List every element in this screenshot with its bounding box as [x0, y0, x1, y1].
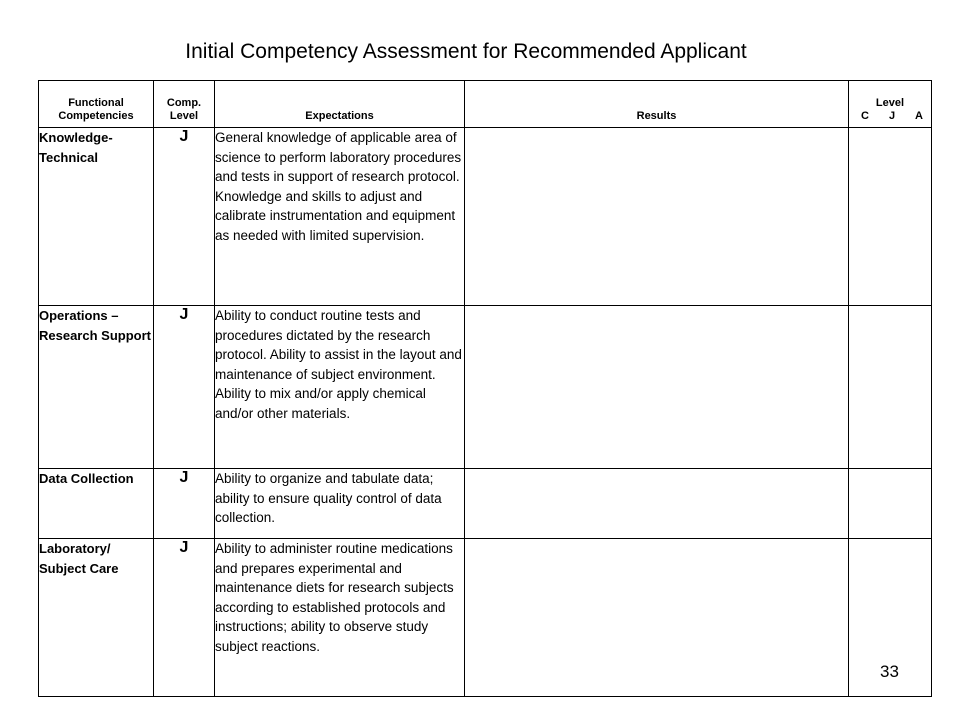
expectations-cell: General knowledge of applicable area of science to perform laboratory procedures and tests in support of research protocol. Knowledge and skills to adjust and calibrate instrumentation and equipment as needed with limited supervision.: [215, 128, 465, 306]
expectations-cell: Ability to administer routine medications and prepares experimental and maintenance diets for research subjects according to established protocols and instructions; ability to observe study subject reactions.: [215, 539, 465, 697]
level-j-label: J: [888, 110, 896, 122]
expectations-cell: Ability to conduct routine tests and procedures dictated by the research protocol. Ability to assist in the layout and maintenance of subject environment. Ability to mix and/or apply chemical and/or other materials.: [215, 306, 465, 469]
table-header-row: [39, 81, 932, 128]
page-number: 33: [880, 662, 899, 681]
competency-cell: Data Collection: [39, 469, 154, 539]
level-cell[interactable]: [849, 128, 932, 306]
results-cell[interactable]: [465, 469, 849, 539]
results-cell[interactable]: [465, 539, 849, 697]
results-cell[interactable]: [465, 128, 849, 306]
table-row: [39, 128, 932, 306]
header-results: Results: [465, 81, 849, 128]
header-functional-competencies: Functional Competencies: [39, 81, 154, 128]
comp-level-cell: J: [154, 306, 215, 469]
header-level-label: Level: [875, 97, 905, 109]
comp-level-cell: J: [154, 469, 215, 539]
table-row: [39, 469, 932, 539]
results-cell[interactable]: [465, 306, 849, 469]
header-level: [849, 81, 932, 128]
level-cell[interactable]: [849, 469, 932, 539]
comp-level-cell: J: [154, 539, 215, 697]
level-a-label: A: [915, 110, 923, 122]
page-title: Initial Competency Assessment for Recommended Applicant: [185, 40, 747, 63]
competency-cell: Operations – Research Support: [39, 306, 154, 469]
level-cell[interactable]: [849, 306, 932, 469]
competency-cell: Laboratory/ Subject Care: [39, 539, 154, 697]
competency-cell: Knowledge-Technical: [39, 128, 154, 306]
header-expectations: Expectations: [215, 81, 465, 128]
table-row: [39, 306, 932, 469]
header-comp-level: Comp. Level: [154, 81, 215, 128]
level-c-label: C: [861, 110, 869, 122]
table-row: [39, 539, 932, 697]
header-level-scale: [849, 110, 931, 123]
comp-level-cell: J: [154, 128, 215, 306]
competency-table: [38, 80, 932, 697]
expectations-cell: Ability to organize and tabulate data; ability to ensure quality control of data collection.: [215, 469, 465, 539]
